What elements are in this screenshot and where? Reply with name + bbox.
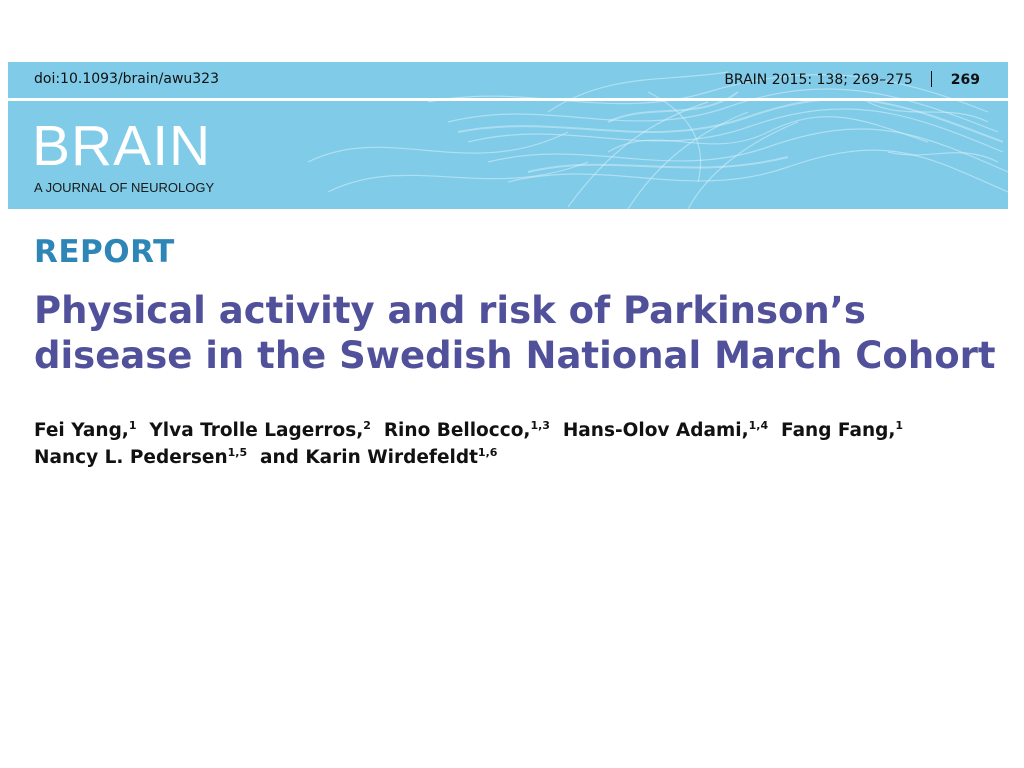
journal-banner <box>8 62 1008 209</box>
citation-text: BRAIN 2015: 138; 269–275 <box>724 72 913 88</box>
author-affiliation: 2 <box>363 419 371 432</box>
section-label: REPORT <box>34 234 175 270</box>
author-name: Nancy L. Pedersen <box>34 446 228 468</box>
author-affiliation: 1 <box>895 419 904 432</box>
banner-rule <box>8 98 1008 101</box>
author-name: Ylva Trolle Lagerros, <box>149 420 364 441</box>
author-name: Rino Bellocco, <box>383 420 531 441</box>
journal-subtitle: A JOURNAL OF NEUROLOGY <box>34 180 215 195</box>
citation-divider <box>931 71 932 87</box>
author-name: Fang Fang, <box>781 420 896 441</box>
citation-info <box>724 71 980 88</box>
author-affiliation: 1 <box>128 419 137 432</box>
author-affiliation: 1,5 <box>227 445 248 459</box>
author-name: and Karin Wirdefeldt <box>260 446 478 468</box>
article-title: Physical activity and risk of Parkinson’s disease in the Swedish National March Cohort <box>34 289 996 378</box>
author-list <box>34 418 994 472</box>
author-affiliation: 1,6 <box>477 445 498 459</box>
doi-text: doi:10.1093/brain/awu323 <box>34 71 219 87</box>
page-number: 269 <box>950 72 980 88</box>
author-name: Fei Yang, <box>34 420 129 441</box>
author-affiliation: 1,4 <box>748 419 769 432</box>
journal-logo: BRAIN <box>32 114 212 178</box>
citation-bar <box>8 62 1008 98</box>
author-affiliation: 1,3 <box>530 419 550 432</box>
author-name: Hans-Olov Adami, <box>562 420 749 441</box>
